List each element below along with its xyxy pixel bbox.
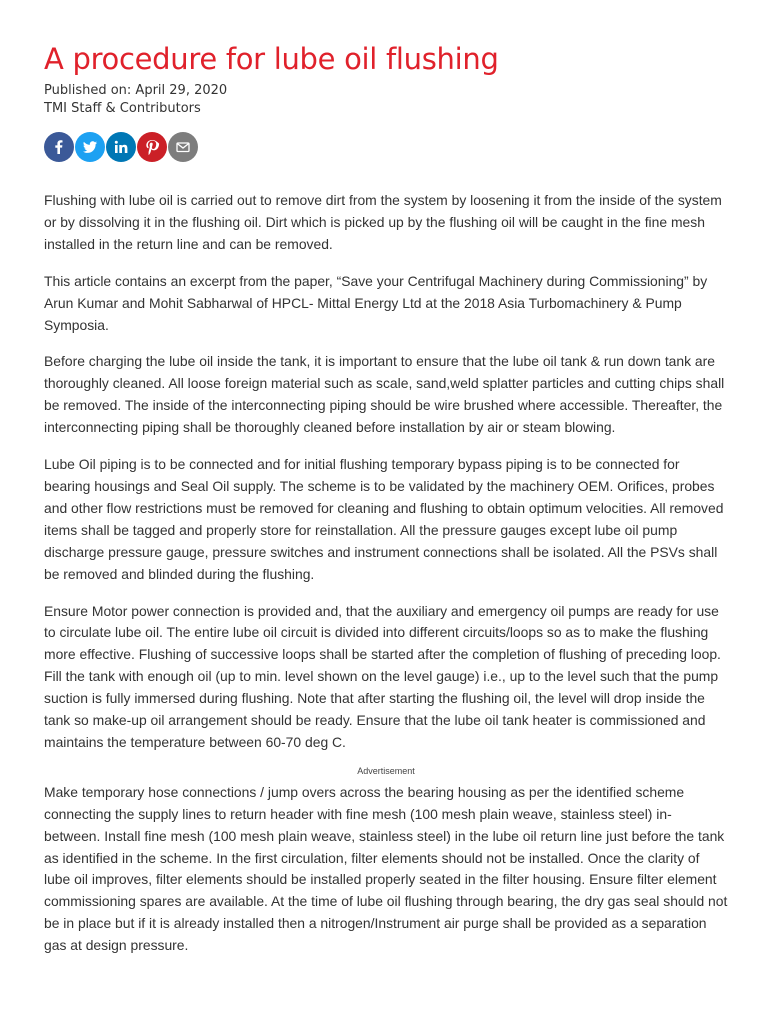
paragraph-2: This article contains an excerpt from the paper, “Save your Centrifugal Machinery during Commissioning” by Arun Kumar and Mohit Sabharwal of HPCL- Mittal Energy Ltd at the 2018 Asia Turbomachinery & Pump Symposia. <box>44 272 708 333</box>
article-meta <box>44 82 227 118</box>
pinterest-icon <box>144 139 160 155</box>
author-byline: TMI Staff & Contributors <box>44 101 201 116</box>
email-share-button[interactable] <box>168 132 198 162</box>
paragraph-5: Ensure Motor power connection is provided and, that the auxiliary and emergency oil pumps are ready for use to circulate lube oil. The entire lube oil circuit is divided into different circuits/loops so as to make the flushing more effective. Flushing of successive loops shall be started after the completion of flushing of preceding loop. Fill the tank with enough oil (up to min. level shown on the level gauge) i.e., up to the level such that the pump suction is fully immersed during flushing. Note that after starting the flushing oil, the level will drop inside the tank so make-up oil arrangement should be ready. Ensure that the lube oil tank heater is commissioned and maintains the temperature between 60-70 deg C. <box>44 602 721 750</box>
facebook-share-button[interactable] <box>44 132 74 162</box>
paragraph-1: Flushing with lube oil is carried out to remove dirt from the system by loosening it from the inside of the system or by dissolving it in the flushing oil. Dirt which is picked up by the flushing oil will be caught in the fine mesh installed in the return line and can be removed. <box>44 192 722 252</box>
linkedin-share-button[interactable] <box>106 132 136 162</box>
email-icon <box>175 139 191 155</box>
pinterest-share-button[interactable] <box>137 132 167 162</box>
article-body <box>44 190 728 972</box>
share-bar <box>44 132 199 162</box>
paragraph-4: Lube Oil piping is to be connected and for initial flushing temporary bypass piping is to be connected for bearing housings and Seal Oil supply. The scheme is to be validated by the machinery OEM. Orifices, probes and other flow restrictions must be removed for cleaning and flushing to obtain optimum velocities. All removed items shall be tagged and properly store for reinstallation. All the pressure gauges except lube oil pump discharge pressure gauge, pressure switches and instrument connections shall be isolated. All the PSVs shall be removed and blinded during the flushing. <box>44 456 724 582</box>
paragraph-6: Make temporary hose connections / jump overs across the bearing housing as per the identified scheme connecting the supply lines to return header with fine mesh (100 mesh plain weave, stainless steel) in-between. Install fine mesh (100 mesh plain weave, stainless steel) in the lube oil return line just before the tank as identified in the scheme. In the first circulation, filter elements should not be installed. Once the clarity of lube oil improves, filter elements should be installed properly seated in the filter housing. Ensure filter element commissioning spares are available. At the time of lube oil flushing through bearing, the dry gas seal should not be in place but if it is already installed then a nitrogen/Instrument air purge shall be provided as a separation gas at design pressure. <box>44 783 728 954</box>
publish-date: Published on: April 29, 2020 <box>44 83 228 98</box>
article-title: A procedure for lube oil flushing <box>44 42 499 76</box>
twitter-icon <box>82 139 98 155</box>
facebook-icon <box>51 139 67 155</box>
paragraph-3: Before charging the lube oil inside the tank, it is important to ensure that the lube oil tank & run down tank are thoroughly cleaned. All loose foreign material such as scale, sand,weld splatter particles and cutting chips shall be removed. The inside of the interconnecting piping should be wire brushed where accessible. Thereafter, the interconnecting piping shall be thoroughly cleaned before installation by air or steam blowing. <box>44 353 725 436</box>
twitter-share-button[interactable] <box>75 132 105 162</box>
linkedin-icon <box>113 139 129 155</box>
advertisement-label: Advertisement <box>357 765 415 776</box>
